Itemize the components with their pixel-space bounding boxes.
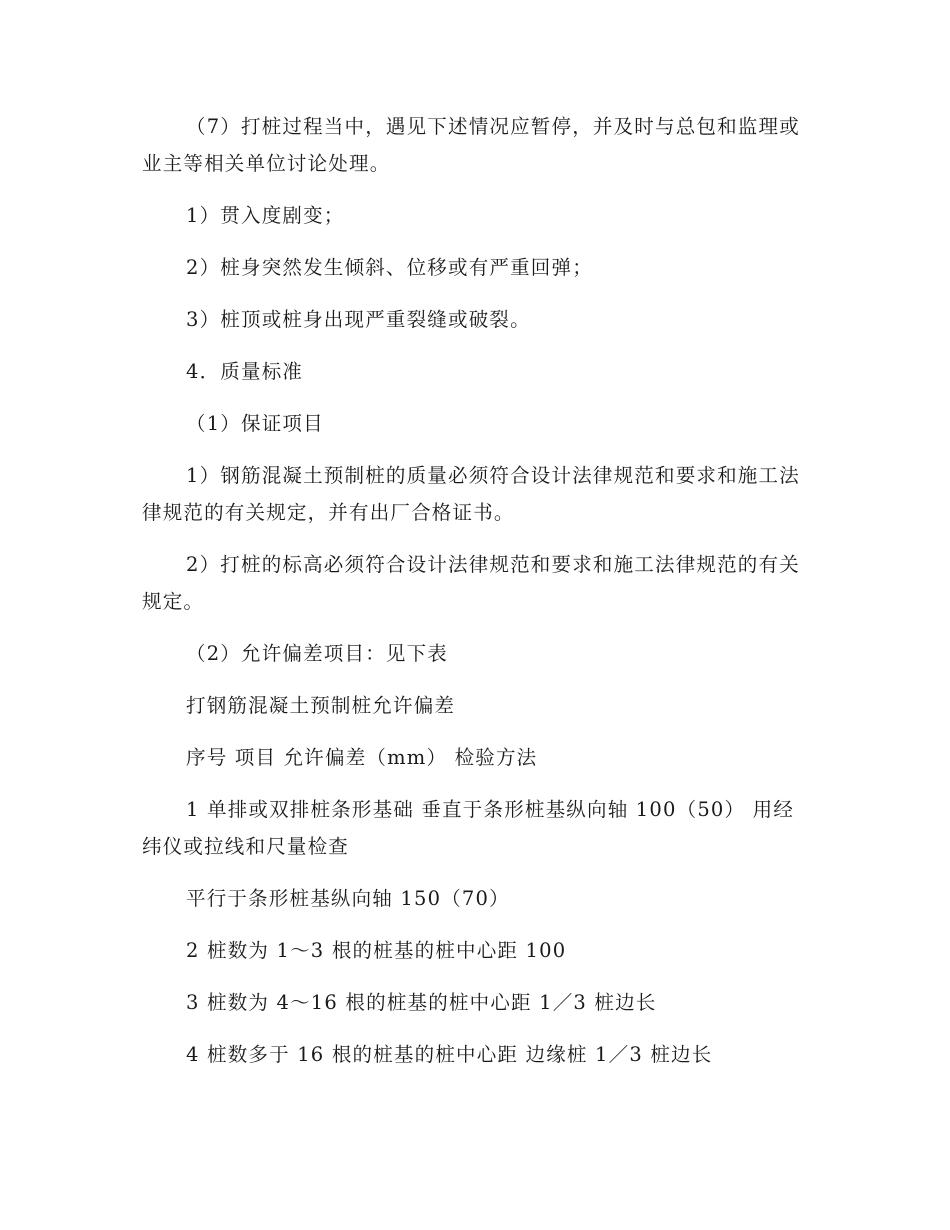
table-title: 打钢筋混凝土预制桩允许偏差 [186,694,456,717]
section-heading-quality-standard: 4．质量标准 [186,360,304,383]
paragraph-item-cracks: 3）桩顶或桩身出现严重裂缝或破裂。 [186,308,531,331]
table-row: 平行于条形桩基纵向轴 150（70） [186,887,510,910]
table-row: 4 桩数多于 16 根的桩基的桩中心距 边缘桩 1／3 桩边长 [186,1043,713,1066]
table-row: 3 桩数为 4～16 根的桩基的桩中心距 1／3 桩边长 [186,991,657,1014]
paragraph-item-penetration: 1）贯入度剧变； [186,204,345,227]
paragraph-item-tilt: 2）桩身突然发生倾斜、位移或有严重回弹； [186,256,593,279]
paragraph-guarantee-1: 1）钢筋混凝土预制桩的质量必须符合设计法律规范和要求和施工法律规范的有关规定，并有出厂合格证书。 [142,464,800,524]
table-header-row: 序号 项目 允许偏差（mm） 检验方法 [186,746,538,769]
table-row: 1 单排或双排桩条形基础 垂直于条形桩基纵向轴 100（50） 用经纬仪或拉线和尺量检查 [142,798,795,858]
subheading-allowed-deviation: （2）允许偏差项目：见下表 [186,642,449,665]
document-body [142,108,810,1088]
paragraph-pile-driving-pause: （7）打桩过程当中，遇见下述情况应暂停，并及时与总包和监理或业主等相关单位讨论处理。 [142,115,800,175]
subheading-guarantee-items: （1）保证项目 [186,412,324,435]
paragraph-guarantee-2: 2）打桩的标高必须符合设计法律规范和要求和施工法律规范的有关规定。 [142,553,800,613]
table-row: 2 桩数为 1～3 根的桩基的桩中心距 100 [186,939,567,962]
